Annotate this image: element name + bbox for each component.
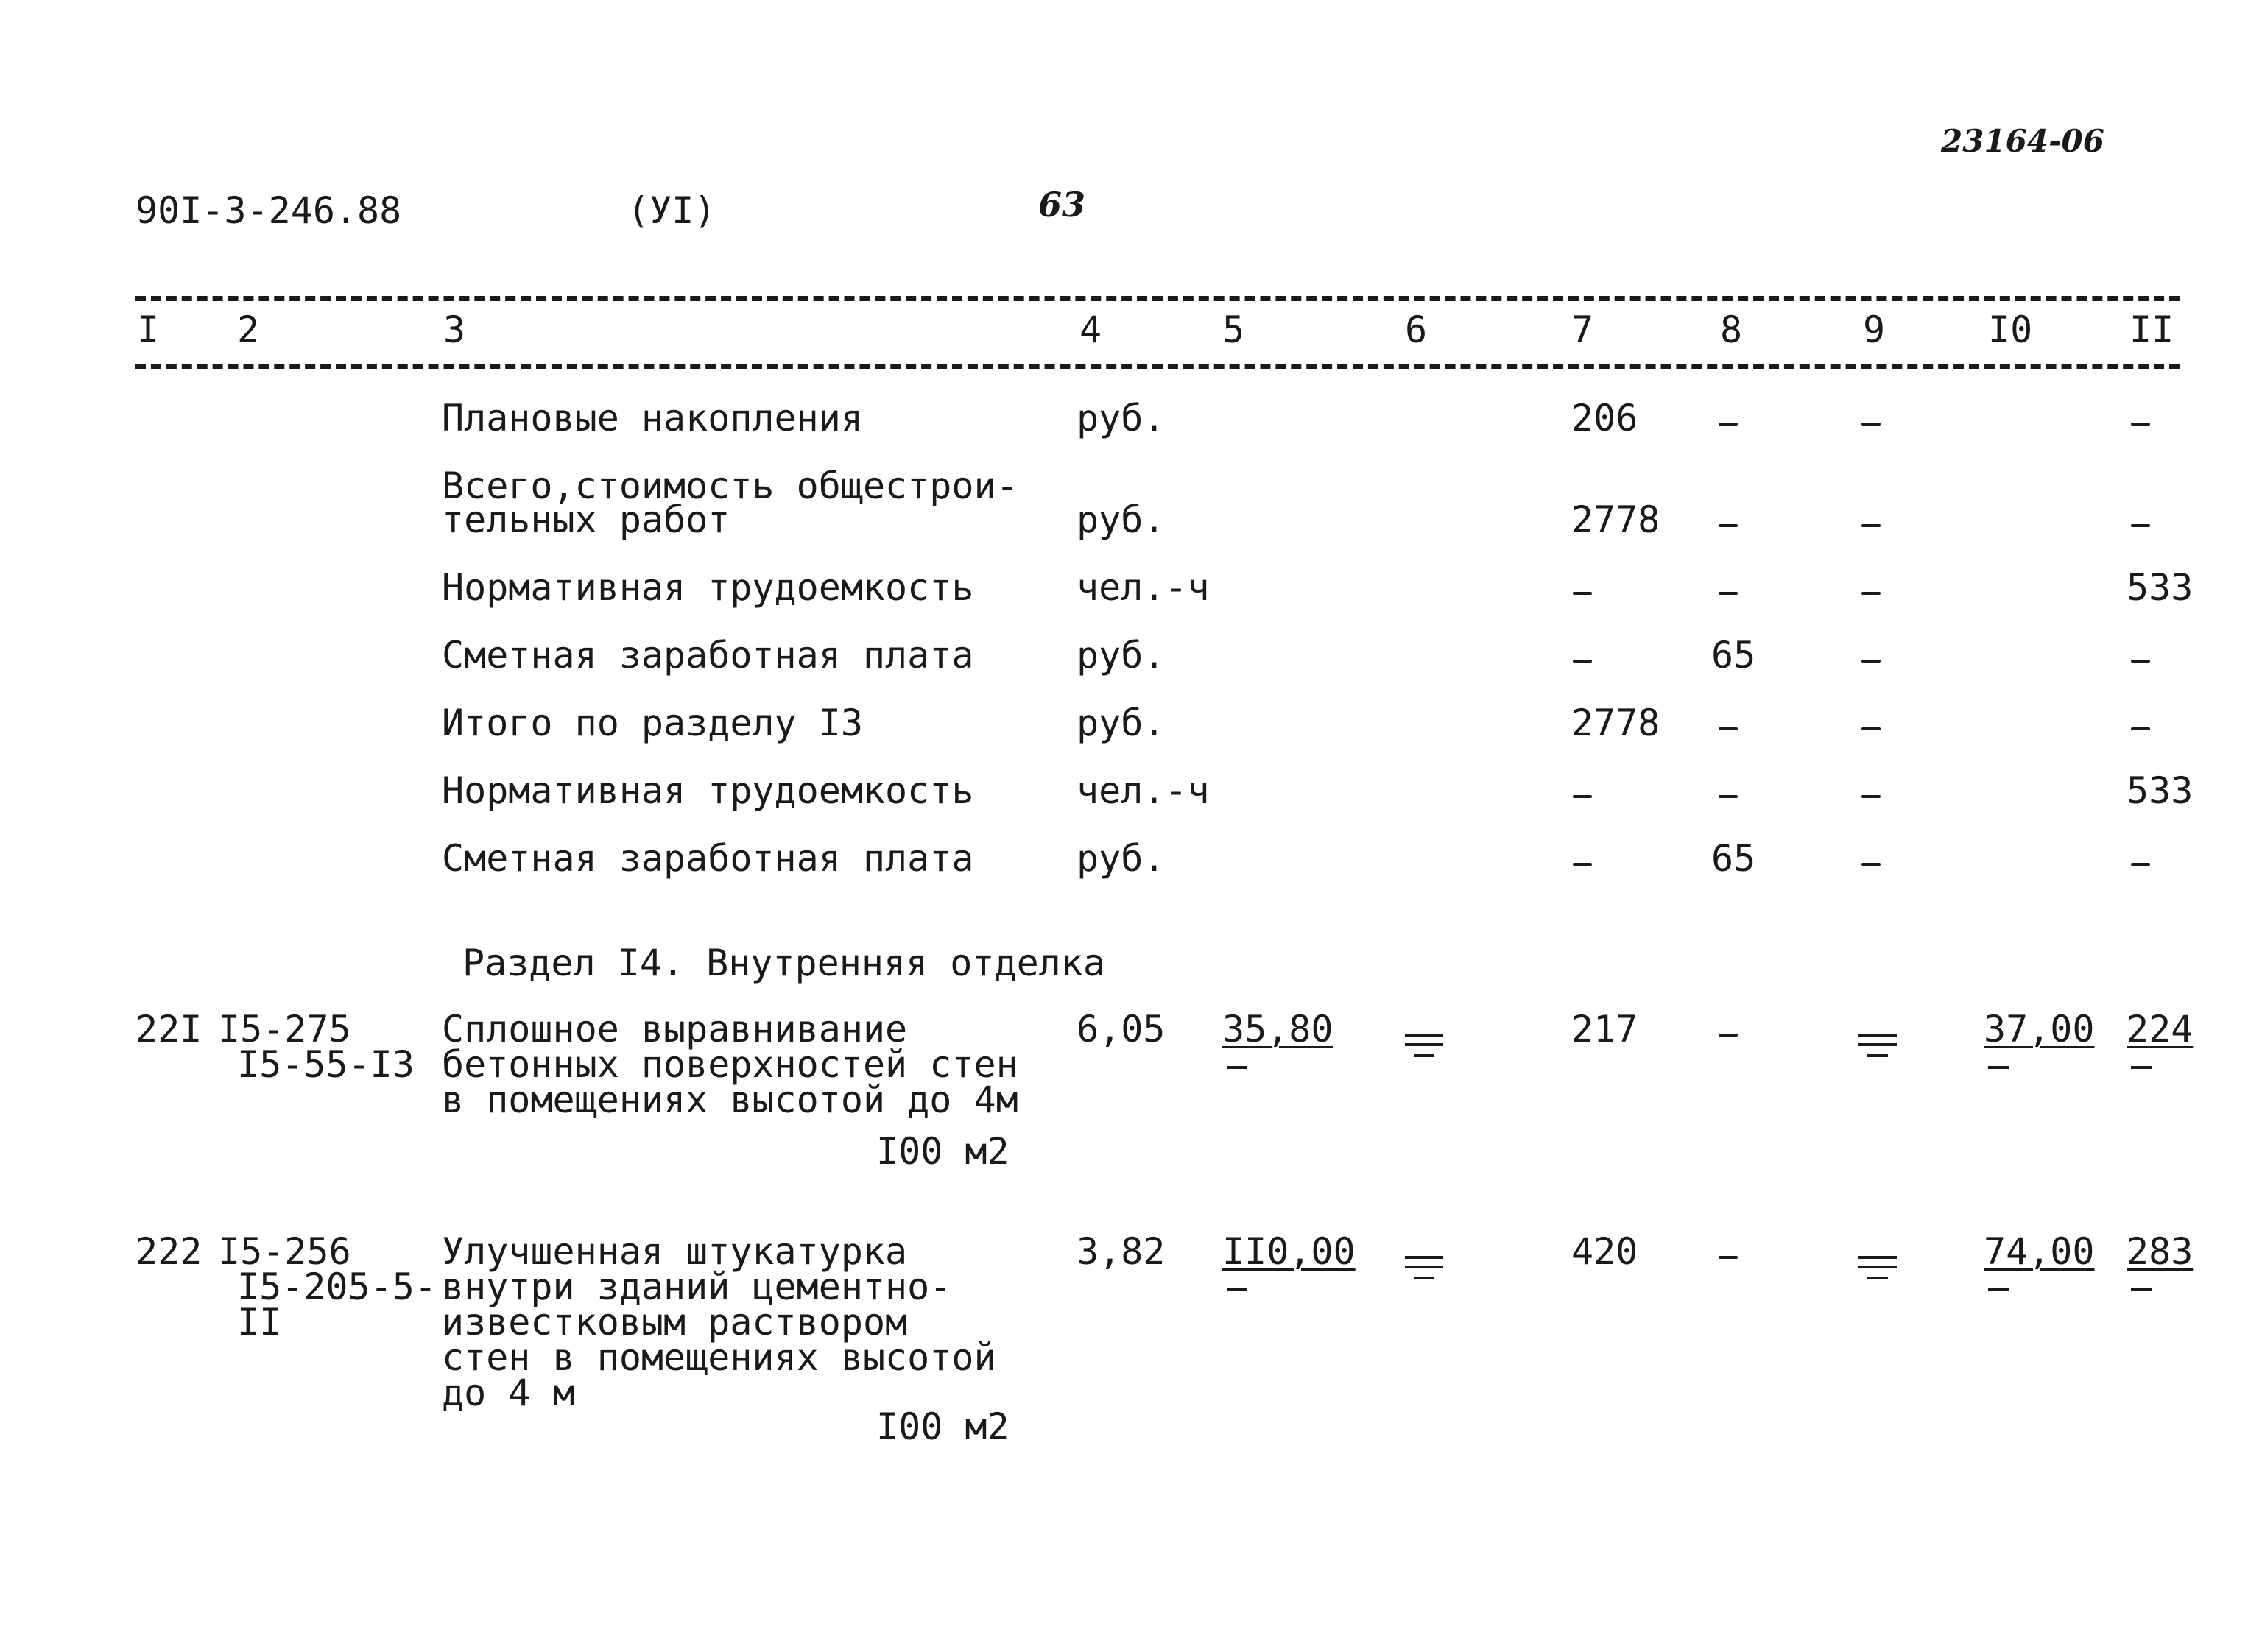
row-label: Плановые накопления [442, 397, 863, 440]
cell-col9-dash [1861, 863, 1881, 866]
item-code-line: I5-275 [218, 1008, 351, 1051]
item-desc-line: до 4 м [442, 1372, 575, 1414]
album-marker: (УI) [627, 189, 716, 232]
row-unit: руб. [1077, 498, 1166, 541]
cell-col9-dash [1861, 795, 1881, 798]
item-code-line: I5-256 [218, 1230, 351, 1273]
cell-col9-dash [1861, 423, 1881, 426]
column-header: II [2129, 308, 2174, 351]
item-desc-line: Улучшенная штукатурка [442, 1230, 908, 1273]
cell-col7: 217 [1571, 1008, 1638, 1051]
col11-sub-dash [2131, 1288, 2152, 1291]
item-desc-line: в помещениях высотой до 4м [442, 1079, 1018, 1121]
cell-col9-dash [1861, 660, 1881, 663]
column-header: 6 [1405, 308, 1428, 351]
column-header: 4 [1079, 308, 1102, 351]
cell-col10: 74,00 [1984, 1230, 2095, 1273]
cell-col11-dash [2131, 423, 2150, 426]
cell-col8: 65 [1711, 634, 1756, 677]
price-sub-dash [1227, 1288, 1247, 1291]
column-header: 8 [1720, 308, 1743, 351]
item-code-line: II [237, 1301, 282, 1344]
cell-col7-dash [1573, 795, 1592, 798]
cell-col7-dash [1573, 660, 1592, 663]
table-rule-top [135, 296, 2180, 301]
column-header: 3 [443, 308, 466, 351]
cell-col9-dash [1861, 592, 1881, 595]
cell-col10: 37,00 [1984, 1008, 2095, 1051]
document-number: 90I-3-246.88 [135, 189, 402, 232]
item-unit-price: II0,00 [1222, 1230, 1356, 1273]
col6-equals-mark [1402, 1034, 1446, 1060]
cell-col11: 283 [2127, 1230, 2194, 1273]
item-measure-unit: I00 м2 [876, 1130, 1010, 1173]
table-rule-bottom [135, 364, 2180, 369]
row-label: Итого по разделу I3 [442, 702, 863, 744]
item-number: 222 [135, 1230, 202, 1273]
row-unit: руб. [1077, 397, 1166, 440]
col9-equals-mark [1856, 1034, 1900, 1060]
row-label-line: тельных работ [442, 498, 730, 541]
cell-col11-dash [2131, 727, 2150, 730]
item-measure-unit: I00 м2 [876, 1405, 1010, 1448]
item-desc-line: Сплошное выравнивание [442, 1008, 908, 1051]
archive-stamp: 23164-06 [1941, 123, 2104, 159]
section-title: Раздел I4. Внутренняя отделка [462, 942, 1105, 984]
cell-col8: 65 [1711, 837, 1756, 880]
cell-col8-dash [1719, 1256, 1738, 1259]
row-unit: руб. [1077, 837, 1166, 880]
row-label-line: Всего,стоимость общестрои- [442, 465, 1018, 507]
col6-equals-mark [1402, 1256, 1446, 1282]
row-label: Сметная заработная плата [442, 837, 974, 880]
row-unit: чел.-ч [1077, 769, 1210, 812]
col9-equals-mark [1856, 1256, 1900, 1282]
cell-col8-dash [1719, 1034, 1738, 1037]
cell-col8-dash [1719, 423, 1738, 426]
column-header: 5 [1222, 308, 1245, 351]
row-label: Нормативная трудоемкость [442, 769, 974, 812]
cell-col11: 533 [2127, 769, 2194, 812]
cell-col11: 224 [2127, 1008, 2194, 1051]
item-code-line: I5-205-5- [237, 1266, 437, 1308]
item-desc-line: бетонных поверхностей стен [442, 1043, 1018, 1086]
item-desc-line: внутри зданий цементно- [442, 1266, 952, 1308]
cell-col11-dash [2131, 524, 2150, 527]
item-quantity: 6,05 [1077, 1008, 1166, 1051]
row-unit: руб. [1077, 634, 1166, 677]
cell-col11: 533 [2127, 566, 2194, 609]
cell-col8-dash [1719, 727, 1738, 730]
cell-col7: 420 [1571, 1230, 1638, 1273]
item-desc-line: известковым раствором [442, 1301, 908, 1344]
cell-col11-dash [2131, 863, 2150, 866]
cell-col7: 2778 [1571, 702, 1660, 744]
cell-col7: 206 [1571, 397, 1638, 440]
cell-col8-dash [1719, 795, 1738, 798]
column-header: 7 [1571, 308, 1594, 351]
price-sub-dash [1227, 1066, 1247, 1069]
column-header: 9 [1863, 308, 1886, 351]
item-quantity: 3,82 [1077, 1230, 1166, 1273]
cell-col7: 2778 [1571, 498, 1660, 541]
item-number: 22I [135, 1008, 202, 1051]
col10-sub-dash [1988, 1066, 2009, 1069]
cell-col11-dash [2131, 660, 2150, 663]
cell-col7-dash [1573, 863, 1592, 866]
item-unit-price: 35,80 [1222, 1008, 1333, 1051]
row-label: Нормативная трудоемкость [442, 566, 974, 609]
item-desc-line: стен в помещениях высотой [442, 1336, 996, 1379]
cell-col9-dash [1861, 727, 1881, 730]
column-header: 2 [237, 308, 260, 351]
cell-col8-dash [1719, 524, 1738, 527]
col10-sub-dash [1988, 1288, 2009, 1291]
row-unit: руб. [1077, 702, 1166, 744]
cell-col8-dash [1719, 592, 1738, 595]
col11-sub-dash [2131, 1066, 2152, 1069]
cell-col9-dash [1861, 524, 1881, 527]
row-label: Сметная заработная плата [442, 634, 974, 677]
row-unit: чел.-ч [1077, 566, 1210, 609]
column-header: I0 [1988, 308, 2033, 351]
page-number: 63 [1038, 185, 1086, 225]
cell-col7-dash [1573, 592, 1592, 595]
item-code-line: I5-55-I3 [237, 1043, 415, 1086]
column-header: I [137, 308, 160, 351]
